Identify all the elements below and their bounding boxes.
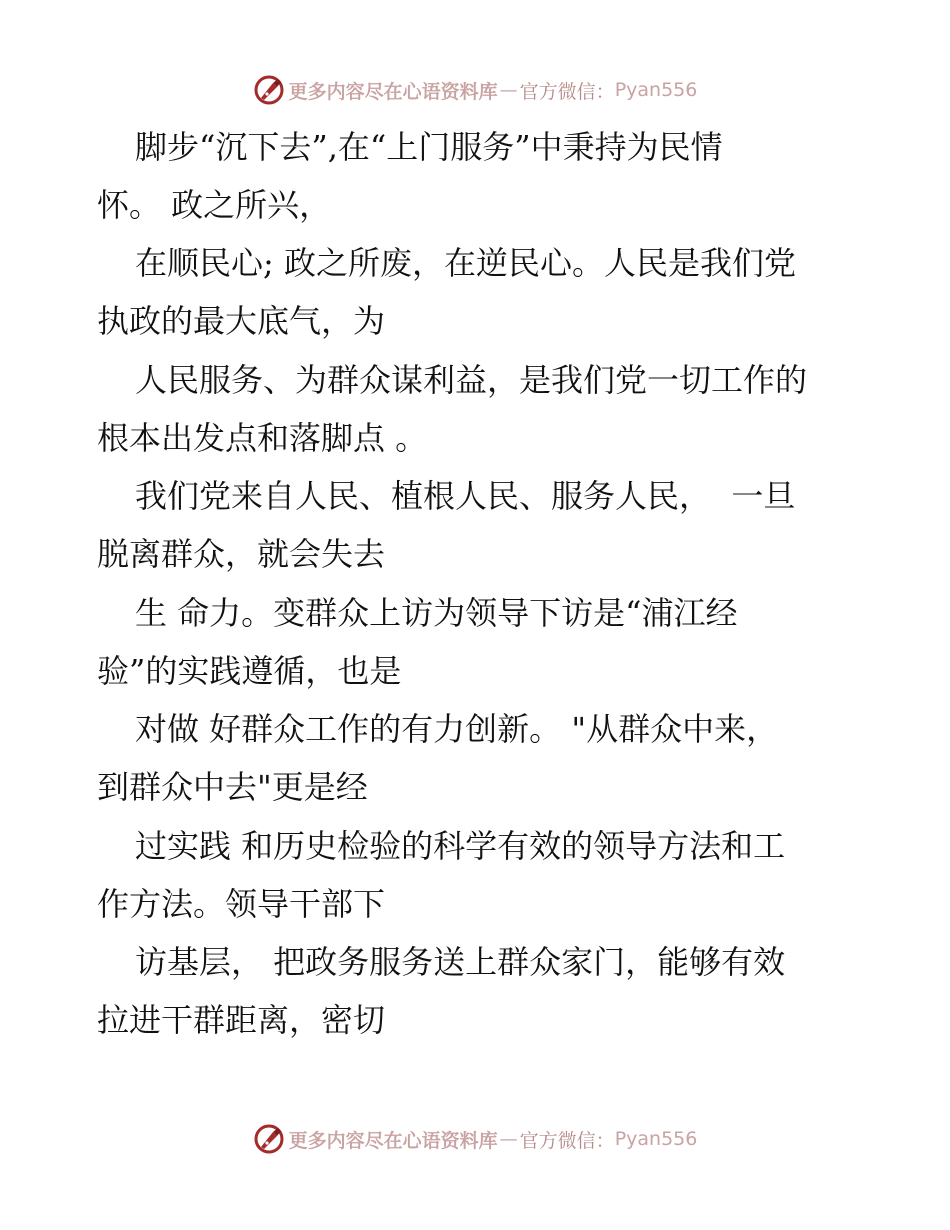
body-line-13: 过实践 和历史检验的科学有效的领导方法和工 (135, 827, 786, 865)
body-line-8: 脱离群众，就会失去 (97, 535, 386, 573)
footer-banner (0, 1119, 950, 1159)
body-line-11: 对做 好群众工作的有力创新。 "从群众中来， (135, 710, 779, 748)
body-line-9: 生 命力。变群众上访为领导下访是“浦江经 (135, 594, 738, 632)
body-line-1: 脚步“沉下去”,在“上门服务”中秉持为民情 (135, 128, 723, 166)
footer-banner-id: Pyan556 (614, 1128, 698, 1150)
body-line-2: 怀。 政之所兴， (97, 186, 332, 224)
footer-banner-text: 更多内容尽在心语资料库 (288, 1129, 498, 1152)
header-banner-id: Pyan556 (614, 79, 698, 101)
body-line-7: 我们党来自人民、植根人民、服务人民， 一旦 (135, 477, 796, 515)
body-line-15: 访基层， 把政务服务送上群众家门，能够有效 (135, 943, 786, 981)
footer-banner-label: 官方微信： (519, 1129, 615, 1152)
header-banner-label: 官方微信： (519, 80, 615, 103)
body-line-5: 人民服务、为群众谋利益，是我们党一切工作的 (135, 361, 808, 399)
body-line-16: 拉进干群距离，密切 (97, 1001, 386, 1039)
pen-nib-logo-icon (253, 74, 285, 106)
footer-banner-dash: — (499, 1128, 518, 1150)
body-line-4: 执政的最大底气，为 (97, 302, 386, 340)
body-line-14: 作方法。领导干部下 (97, 885, 386, 923)
header-banner-dash: — (499, 79, 518, 101)
header-banner (0, 70, 950, 110)
header-banner-text: 更多内容尽在心语资料库 (288, 80, 498, 103)
pen-nib-logo-icon (253, 1123, 285, 1155)
body-line-3: 在顺民心; 政之所废，在逆民心。人民是我们党 (135, 244, 796, 282)
body-line-12: 到群众中去"更是经 (97, 768, 368, 806)
body-line-10: 验”的实践遵循，也是 (97, 652, 402, 690)
body-line-6: 根本出发点和落脚点 。 (97, 419, 428, 457)
